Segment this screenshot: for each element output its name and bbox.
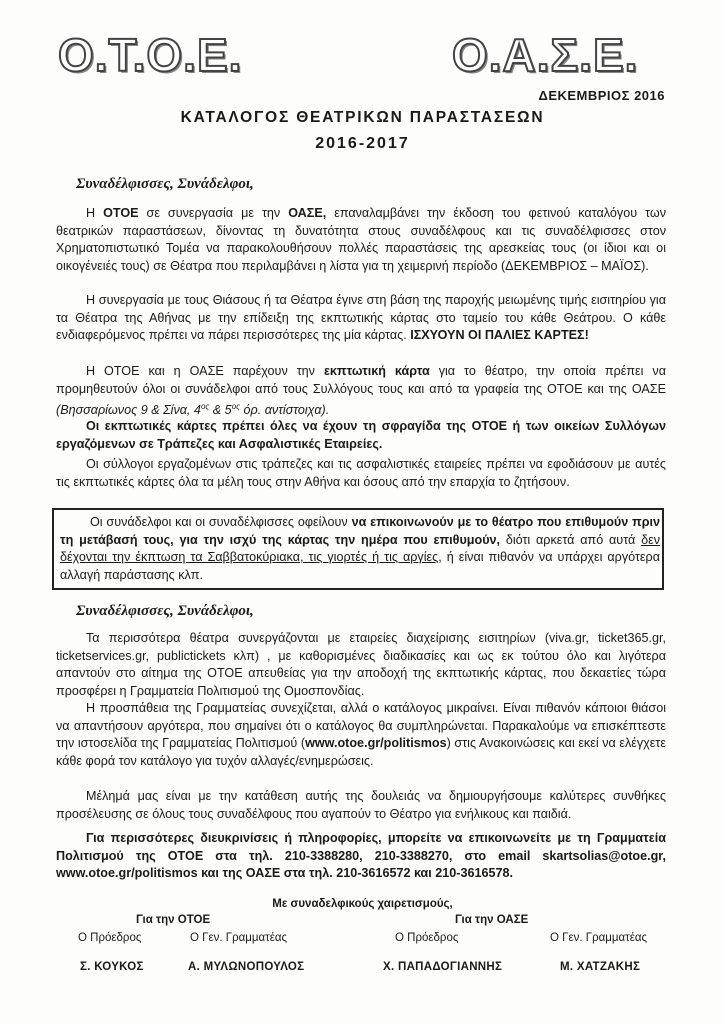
oase-president-name: Χ. ΠΑΠΑΔΟΓΙΑΝΝΗΣ [383, 961, 503, 973]
otoe-president-name: Σ. ΚΟΥΚΟΣ [80, 961, 144, 973]
paragraph-intro: Η ΟΤΟΕ σε συνεργασία με την ΟΑΣΕ, επαναλαμβάνει την έκδοση του φετινού καταλόγου των θεατρικών παραστάσεων, δίνοντας τη δυνατότητα στους συναδέλφους και τις συναδέλφισσες στον Χρηματοπιστωτικό Τομέα να παρακολουθήσουν πολλές παραστάσεις της αρεσκείας τους (οι ίδιοι και οι οικογένειές τους) σε Θέατρα που περιλαμβάνει η λίστα για τη χειμερινή περίοδο (ΔΕΚΕΜΒΡΙΟΣ – ΜΑΪΟΣ). [56, 206, 666, 273]
paragraph-unions: Οι σύλλογοι εργαζομένων στις τράπεζες και τις ασφαλιστικές εταιρείες πρέπει να εφοδιάσουν με αυτές τις εκπτωτικές κάρτες όλα τα μέλη τους στην Αθήνα και όσους από την επαρχία το ζητήσουν. [56, 457, 666, 489]
greeting: Συναδέλφισσες, Συνάδελφοι, [76, 176, 254, 192]
greeting-second: Συναδέλφισσες, Συνάδελφοι, [76, 603, 254, 619]
oase-president-role: Ο Πρόεδρος [395, 932, 459, 944]
otoe-president-role: Ο Πρόεδρος [78, 932, 142, 944]
paragraph-stamp-notice: Οι εκπτωτικές κάρτες πρέπει όλες να έχουν τη σφραγίδα της ΟΤΟΕ ή των οικείων Συλλόγων εργαζόμενων σε Τράπεζες και Ασφαλιστικές Εταιρείες. [56, 419, 666, 451]
oase-secretary-name: Μ. ΧΑΤΖΑΚΗΣ [560, 961, 641, 973]
document-date: ΔΕΚΕΜΒΡΙΟΣ 2016 [538, 88, 665, 103]
otoe-logo: Ο.Τ.Ο.Ε. [58, 29, 243, 81]
document-subtitle: 2016-2017 [315, 135, 410, 152]
paragraph-catalogue-updates: Η προσπάθεια της Γραμματείας συνεχίζεται, αλλά ο κατάλογος μικραίνει. Είναι πιθανόν κάποιοι θιάσοι να απαντήσουν αργότερα, που σημαίνει ότι ο κατάλογος θα συμπληρώνεται. Παρακαλούμε να επισκέπτεστε την ιστοσελίδα της Γραμματείας Πολιτισμού (www.otoe.gr/politismos) στις Ανακοινώσεις και εκεί να ελέγχετε κάθε φορά τον κατάλογο για τυχόν αλλαγές/ενημερώσεις. [56, 701, 666, 768]
oase-logo: Ο.Α.Σ.Ε. [452, 29, 639, 81]
otoe-secretary-name: Α. ΜΥΛΩΝΟΠΟΥΛΟΣ [188, 961, 305, 973]
paragraph-contact-theatre: Οι συνάδελφοι και οι συναδέλφισσες οφείλουν να επικοινωνούν με το θέατρο που επιθυμούν πριν τη μετάβασή τους, για την ισχύ της κάρτας την ημέρα που επιθυμούν, διότι αρκετά από αυτά δεν δέχονται την έκπτωση τα Σαββατοκύριακα, τις γιορτές ή τις αργίες, ή είναι πιθανόν να υπάρχει αργότερα αλλαγή παράστασης κλπ. [60, 515, 660, 582]
paragraph-cooperation: Η συνεργασία με τους Θιάσους ή τα Θέατρα έγινε στη βάση της παροχής μειωμένης τιμής εισιτηρίου για τα Θέατρα της Αθήνας με την επίδειξη της εκπτωτικής κάρτας στο ταμείο του κάθε Θεάτρου. Ο κάθε ενδιαφερόμενος πρέπει να πάρει περισσότερες της μία κάρτας. ΙΣΧΥΟΥΝ ΟΙ ΠΑΛΙΕΣ ΚΑΡΤΕΣ! [56, 293, 666, 342]
oase-signatory-heading: Για την ΟΑΣΕ [455, 914, 529, 926]
paragraph-contact-info: Για περισσότερες διευκρινίσεις ή πληροφορίες, μπορείτε να επικοινωνείτε με τη Γραμματεία Πολιτισμού της ΟΤΟΕ στα τηλ. 210-3388280, 210-3388270, στο email skartsolias@otoe.gr, www.otoe.gr/politismos και της ΟΑΣΕ στα τηλ. 210-3616572 και 210-3616578. [56, 831, 666, 880]
paragraph-discount-card: Η ΟΤΟΕ και η ΟΑΣΕ παρέχουν την εκπτωτική κάρτα για το θέατρο, την οποία πρέπει να προμηθευτούν όλοι οι συνάδελφοι από τους Συλλόγους τους και από τα γραφεία της ΟΤΟΕ και της ΟΑΣΕ (Βησσαρίωνος 9 & Σίνα, $4^{o\varsigma}$ & $5^{o\varsigma}$ όρ. αντίστοιχα). [56, 364, 666, 418]
paragraph-ticket-companies: Τα περισσότερα θέατρα συνεργάζονται με εταιρείες διαχείρισης εισιτηρίων (viva.gr, ticket365.gr, ticketservices.gr, publictickets κλπ) , με καθορισμένες διαδικασίες και ως εκ τούτου όλο και λιγότερα απαντούν στο αίτημα της ΟΤΟΕ απευθείας για την αποδοχή της εκπτωτικής κάρτας, που δεκαετίες τώρα προσφέρει η Γραμματεία Πολιτισμού της Ομοσπονδίας. [56, 631, 666, 698]
otoe-secretary-role: Ο Γεν. Γραμματέας [190, 932, 288, 944]
closing-greeting: Με συναδελφικούς χαιρετισμούς, [272, 898, 453, 910]
paragraph-goal: Μέλημά μας είναι με την κατάθεση αυτής της δουλειάς να δημιουργήσουμε καλύτερες συνθήκες προσέλευσης σε όλους τους συναδέλφους που αγαπούν το Θέατρο για ενήλικους και παιδιά. [56, 789, 666, 821]
document-title: ΚΑΤΑΛΟΓΟΣ ΘΕΑΤΡΙΚΩΝ ΠΑΡΑΣΤΑΣΕΩΝ [180, 109, 545, 126]
otoe-signatory-heading: Για την ΟΤΟΕ [136, 914, 211, 926]
oase-secretary-role: Ο Γεν. Γραμματέας [550, 932, 648, 944]
politismos-link[interactable]: www.otoe.gr/politismos [305, 736, 447, 750]
